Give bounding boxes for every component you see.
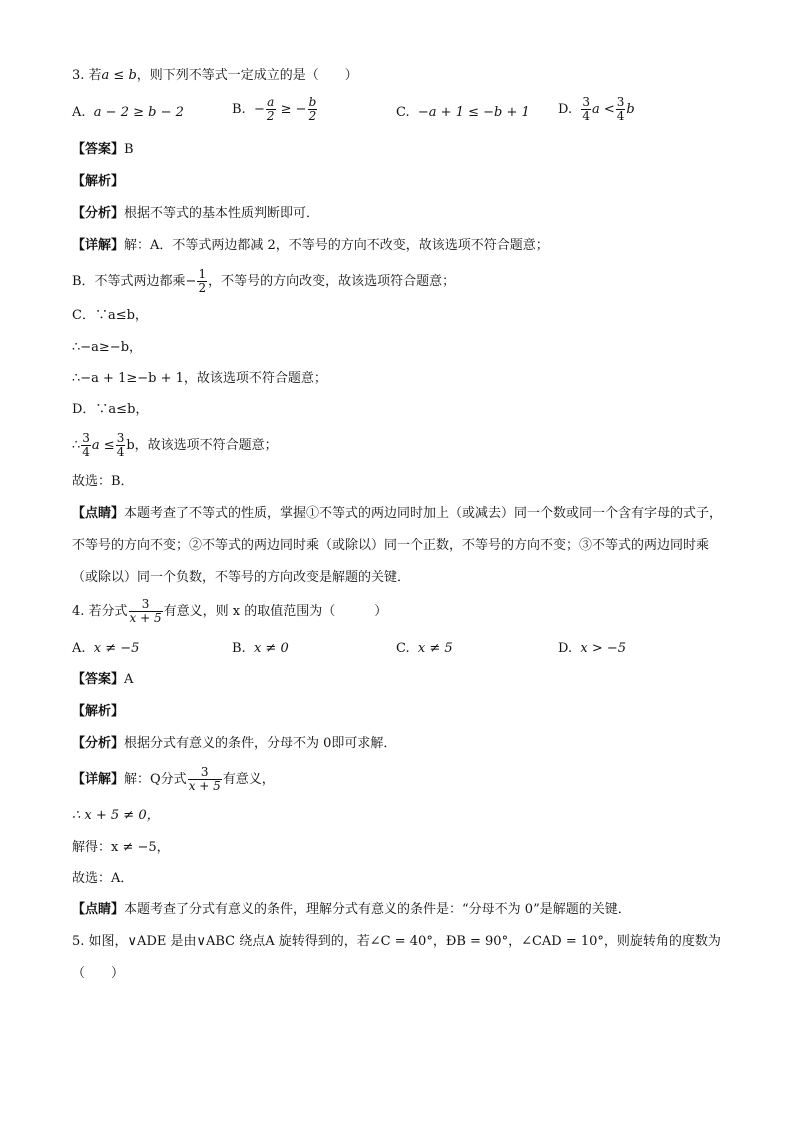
q5-stem: 5. 如图，∨ADE 是由∨ABC 绕点A 旋转得到的，若∠C = 40°，ÐB = 90°，∠CAD = 10°，则旋转角的度数为（ ）: [72, 934, 721, 981]
q3-detail-d2: ∴ $\frac{3}{4}$ a ≤ $\frac{3}{4}$ b，故该选项不符合题意；: [72, 431, 278, 459]
q4-fenxi: 【分析】根据分式有意义的条件，分母不为 0即可求解．: [72, 736, 397, 751]
q4-option-c: C. x ≠ 5: [396, 641, 453, 656]
q3-detail-c3: ∴−a + 1≥−b + 1，故该选项不符合题意；: [72, 371, 327, 386]
q3-choose: 故选：B．: [72, 474, 134, 489]
q4-option-d: D. x > −5: [558, 641, 627, 656]
q4-answer: 【答案】A: [72, 672, 134, 687]
q4-dianjing: 【点睛】本题考查了分式有意义的条件，理解分式有意义的条件是：“分母不为 0”是解题的关键．: [72, 902, 631, 917]
q3-analysis-heading: 【解析】: [72, 174, 125, 189]
q4-option-b: B. x ≠ 0: [232, 641, 289, 656]
q4-detail-2: ∴ x + 5 ≠ 0，: [72, 808, 160, 823]
q4-choose: 故选：A．: [72, 871, 134, 886]
q3-option-c: C. −a + 1 ≤ −b + 1: [396, 105, 530, 120]
q3-dianjing: 【点睛】本题考查了不等式的性质，掌握①不等式的两边同时加上（或减去）同一个数或同一个含有字母的式子，不等号的方向不变；②不等式的两边同时乘（或除以）同一个正数，不等号的方向不变；③不等式的两边同时乘（或除以）同一个负数，不等号的方向改变是解题的关键．: [72, 506, 723, 585]
q4-stem: 4. 若分式 $\frac{3}{x + 5}$ 有意义，则 x 的取值范围为（ ）: [72, 597, 388, 625]
q3-detail-b: B．不等式两边都乘− $\frac{1}{2}$ ，不等号的方向改变，故该选项符合题意；: [72, 267, 456, 295]
q3-detail-a: 【详解】解：A．不等式两边都减 2，不等号的方向不改变，故该选项不符合题意；: [72, 238, 549, 253]
q3-option-d: D. $\frac{3}{4}$ a < $\frac{3}{4}$ b: [558, 95, 635, 123]
q3-detail-c1: C．∵a≤b，: [72, 308, 148, 323]
q4-detail-3: 解得：x ≠ −5，: [72, 840, 170, 855]
q3-detail-c2: ∴−a≥−b，: [72, 340, 143, 355]
q4-detail-1: 【详解】解：Q分式 $\frac{3}{x + 5}$ 有意义，: [72, 765, 275, 793]
q3-option-a: A. a − 2 ≥ b − 2: [72, 105, 184, 120]
q3-fenxi: 【分析】根据不等式的基本性质判断即可．: [72, 206, 320, 221]
q3-answer: 【答案】B: [72, 142, 134, 157]
q3-option-b: B. − $\frac{a}{2}$ ≥ − $\frac{b}{2}$: [232, 95, 317, 123]
q3-stem: 3. 若a ≤ b，则下列不等式一定成立的是（ ）: [72, 68, 358, 83]
q3-detail-d1: D．∵a≤b，: [72, 402, 149, 417]
q4-analysis-heading: 【解析】: [72, 704, 125, 719]
q4-option-a: A. x ≠ −5: [72, 641, 140, 656]
